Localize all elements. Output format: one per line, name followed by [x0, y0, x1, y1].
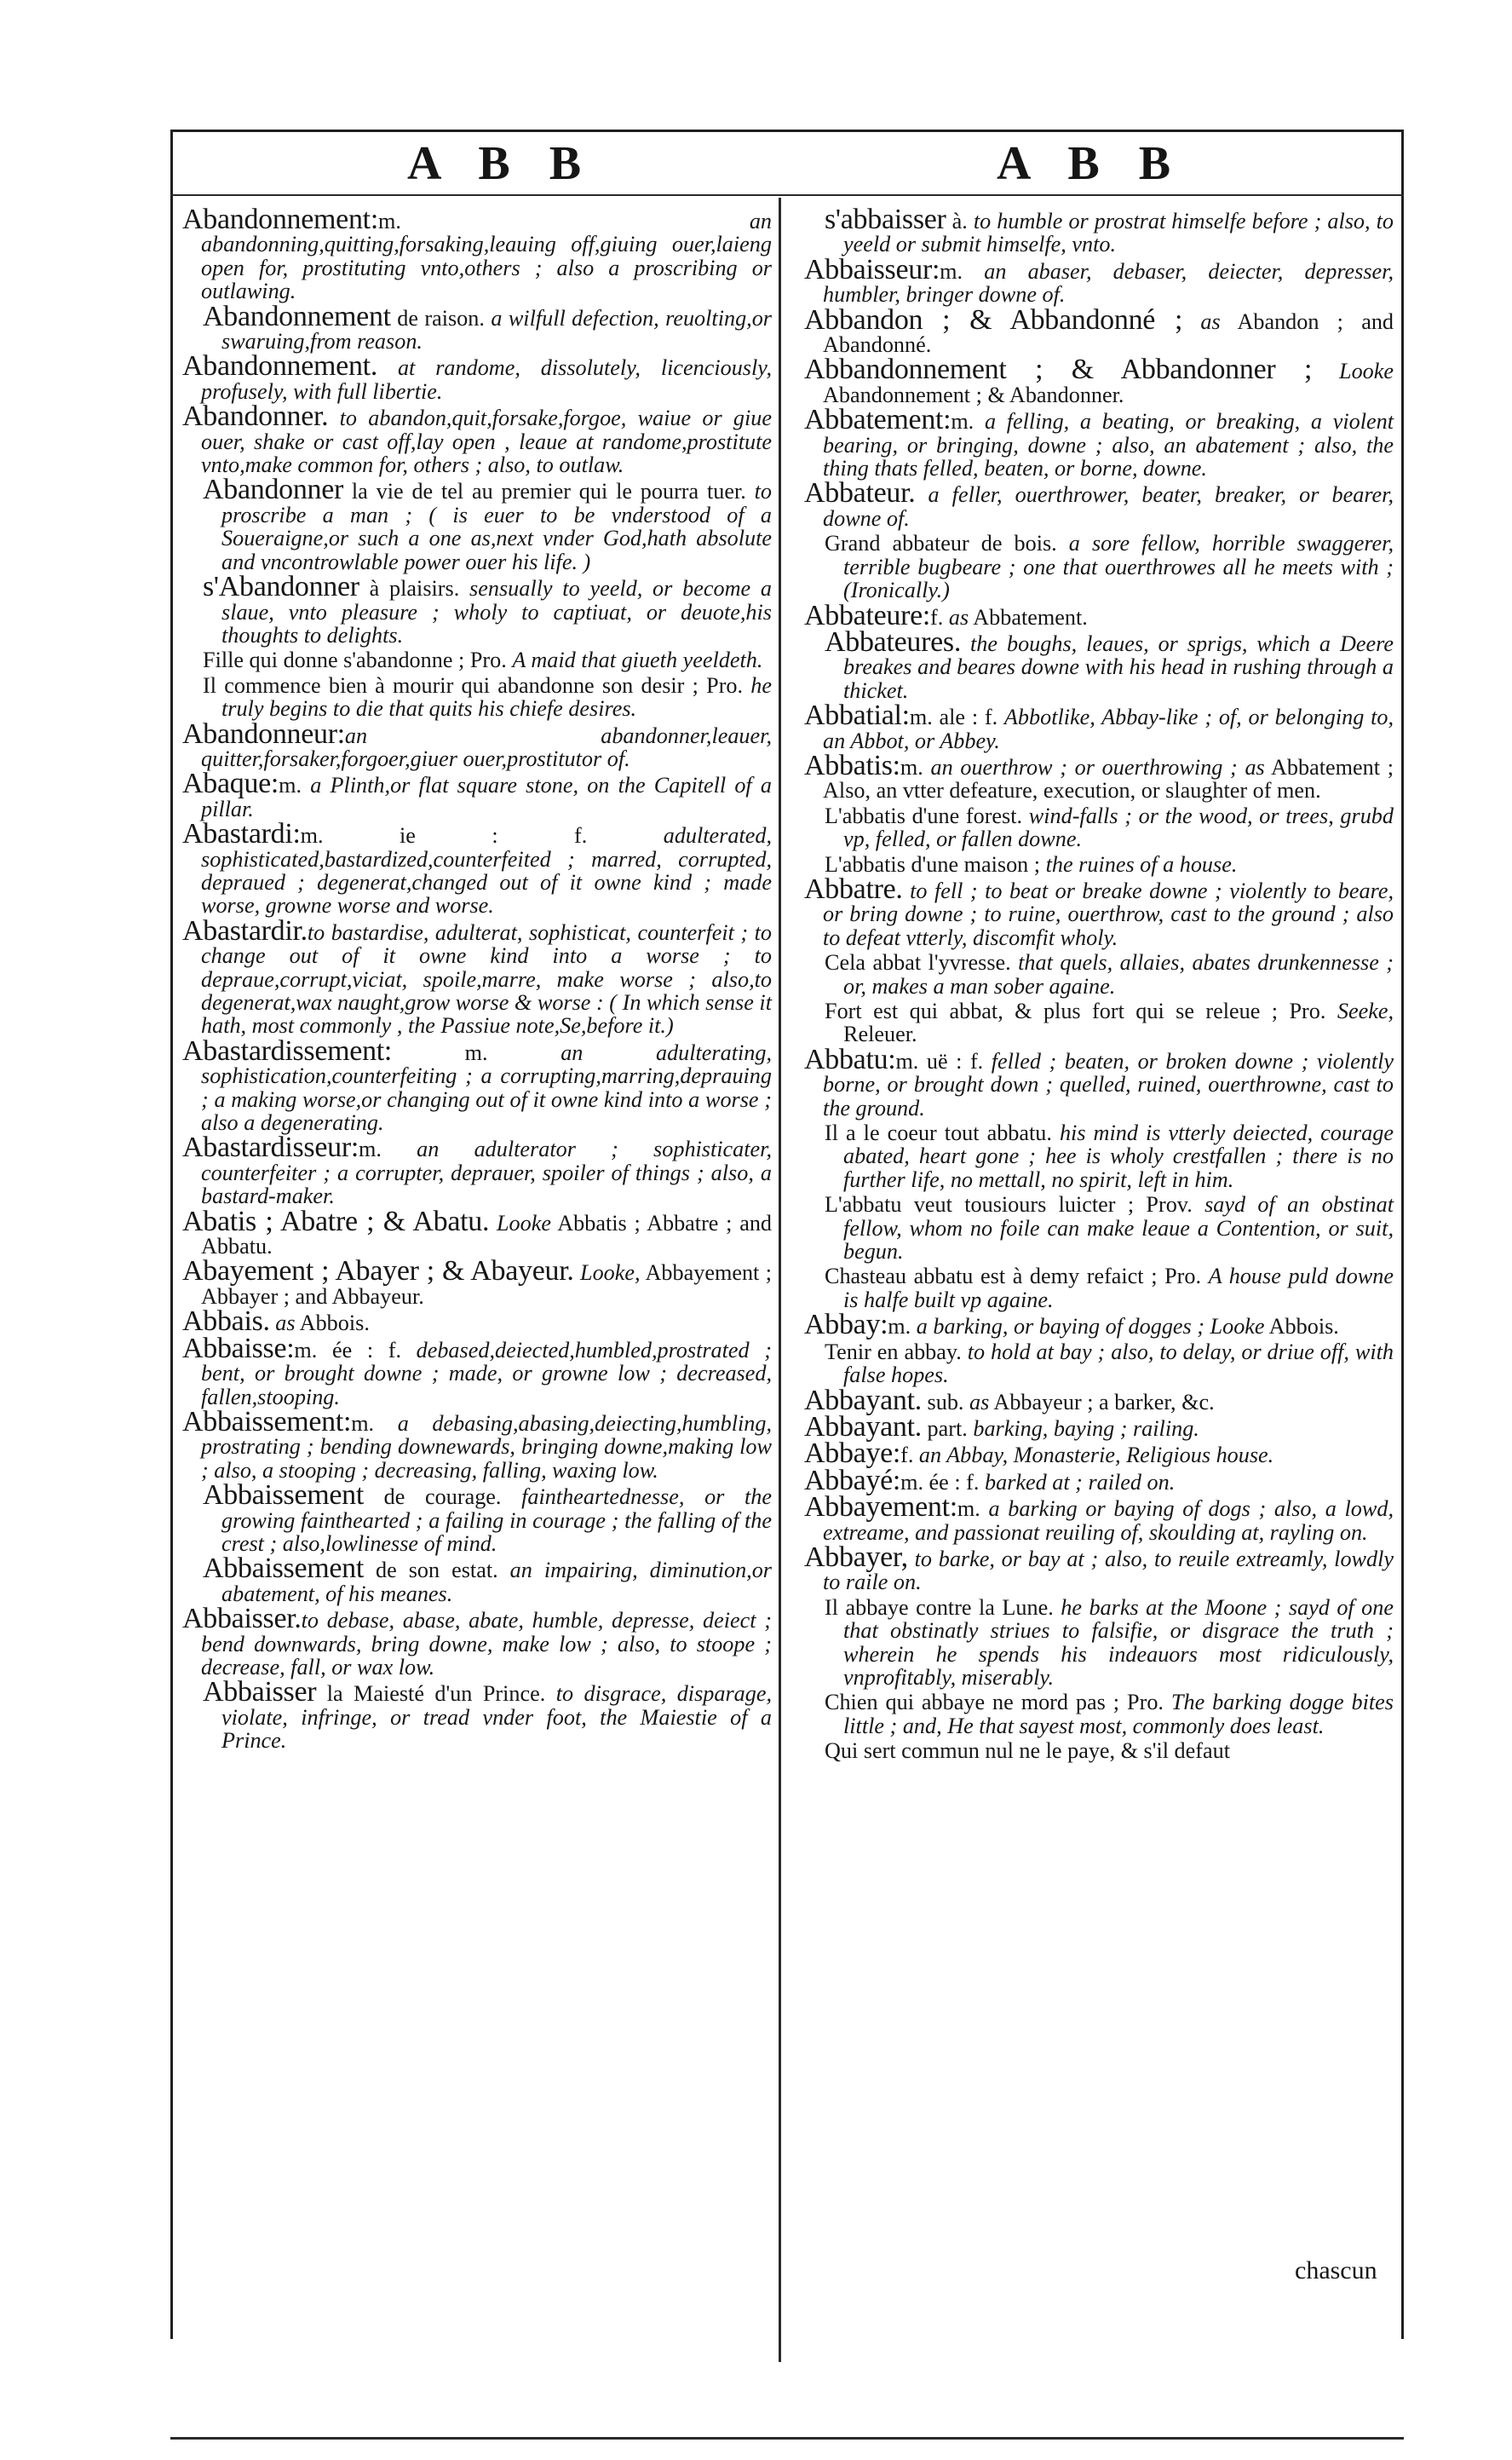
column-divider [779, 198, 781, 2362]
headword: Abandonneur: [182, 717, 345, 750]
headword: Abbaissement: [182, 1405, 352, 1437]
gloss: Looke, [580, 1260, 641, 1286]
gloss: an abaser, debaser, deiecter, depresser, humbler, bringer downe of. [823, 258, 1394, 308]
entry-text [903, 879, 911, 903]
dictionary-entry [182, 204, 772, 304]
gloss: to proscribe a man ; ( is euer to be vnderstood of a Soueraigne,or such a one as,next vnder God,hath absolute and vncontrowlable power ouer his life. ) [221, 479, 772, 574]
headword: Abbay: [804, 1309, 888, 1341]
dictionary-entry [825, 1739, 1394, 1762]
dictionary-entry [804, 1437, 1394, 1470]
headword: Abbatis: [804, 749, 900, 781]
headword: Abbaissement [203, 1553, 365, 1585]
headword: Abastardi: [182, 818, 301, 850]
dictionary-entry [825, 1691, 1394, 1737]
gloss: at randome, dissolutely, licenciously, profusely, with full libertie. [201, 355, 772, 404]
gloss: as [275, 1311, 296, 1336]
entry-text: m. [377, 209, 750, 233]
gloss: adulterated, sophisticated,bastardized,counterfeited ; marred, corrupted, depraued ; degenerat,changed out of it owne kind ; made worse, growne worse and worse. [201, 823, 772, 919]
headword: Abbateure: [804, 599, 931, 631]
headword: Abbayant. [804, 1384, 922, 1416]
dictionary-entry [804, 253, 1394, 308]
gloss: to barke, or bay at ; also, to reuile extreamly, lowdly to raile on. [823, 1546, 1394, 1595]
gloss: his mind is vtterly deiected, courage abated, heart gone ; hee is wholy crestfallen ; there is no further life, no mettall, no spirit, left in him. [843, 1121, 1394, 1192]
dictionary-entry [182, 400, 772, 478]
entry-text: Qui sert commun nul ne le paye, & s'il defaut [825, 1738, 1230, 1764]
dictionary-entry [825, 204, 1394, 257]
dictionary-entry [825, 1000, 1394, 1046]
dictionary-entry [203, 674, 772, 721]
dictionary-entry [804, 303, 1394, 358]
gloss: Abbotlike, Abbay-like ; of, or belonging to, an Abbot, or Abbey. [823, 705, 1394, 753]
headword: Abbatu: [804, 1043, 896, 1075]
entry-text [377, 355, 398, 380]
gloss: to hold at bay ; also, to delay, or driue off, with false hopes. [843, 1339, 1394, 1388]
gloss: a feller, ouerthrower, beater, breaker, or bearer, downe of. [823, 482, 1394, 531]
dictionary-entry [825, 1340, 1394, 1387]
headword: Abbaisseur: [804, 253, 940, 285]
dictionary-entry [804, 477, 1394, 531]
entry-text: à. [946, 209, 974, 233]
entry-text: m. [957, 1496, 989, 1522]
gloss: an adulterating, sophistication,counterfeiting ; a corrupting,marring,deprauing ; a making worse,or changing out of it owne kind into a worse ; also a degenerating. [201, 1040, 772, 1136]
headword: Abbandon ; & Abbandonné ; [804, 303, 1183, 336]
dictionary-entry [804, 1043, 1394, 1121]
entry-text: de raison. [390, 305, 492, 331]
gloss: an adulterator ; sophisticater, counterfeiter ; a corrupter, deprauer, spoiler of things ; also, a bastard-maker. [201, 1137, 773, 1209]
dictionary-entry [182, 1255, 773, 1309]
headword: Abbateures. [825, 625, 962, 658]
gloss: he barks at the Moone ; sayd of one that obstinatly striues to falsifie, or disgrace the truth ; wherein he spends his indeauors most ridiculously, vnprofitably, miserably. [843, 1594, 1394, 1690]
entry-text: Abbayement ; Abbayer ; and Abbayeur. [201, 1260, 773, 1309]
gloss: barking, baying ; railing. [973, 1415, 1199, 1441]
entry-text: f. [930, 604, 949, 630]
dictionary-entry [203, 1479, 773, 1556]
gloss: an Abbay, Monasterie, Religious house. [918, 1443, 1274, 1468]
dictionary-entry [182, 1034, 772, 1136]
entry-text: Il commence bien à mourir qui abandonne son desir ; Pro. [203, 672, 751, 698]
headword: Abbandonnement ; & Abbandonner ; [804, 354, 1313, 386]
dictionary-entry [825, 625, 1394, 703]
dictionary-entry [182, 1603, 772, 1679]
headword: Abbaissement [203, 1479, 365, 1512]
entry-text: Chasteau abbatu est à demy refaict ; Pro. [825, 1264, 1209, 1289]
dictionary-entry [203, 1676, 772, 1754]
gloss: to abandon,quit,forsake,forgoe, waiue or giue ouer, shake or cast off,lay open , leaue at randome,prostitute vnto,make common for, others ; also, to outlaw. [201, 406, 772, 478]
gloss: felled ; beaten, or broken downe ; violently borne, or brought down ; quelled, ruined, ouerthrowne, cast to the ground. [823, 1048, 1394, 1121]
gloss: a barking or baying of dogs ; also, a lowd, extreame, and passionat reuiling of, skoulding at, rayling on. [823, 1496, 1394, 1545]
entry-text: L'abbatis d'une maison ; [825, 851, 1046, 877]
gloss: a barking, or baying of dogges ; Looke [916, 1314, 1265, 1339]
dictionary-entry [804, 1541, 1394, 1595]
gloss: he truly begins to die that quits his chiefe desires. [221, 672, 772, 722]
entry-text [574, 1260, 580, 1285]
headword: Abandonnement. [182, 350, 378, 383]
gloss: to humble or prostrat himselfe before ; also, to yeeld or submit himselfe, vnto. [843, 209, 1394, 257]
dictionary-entry [182, 717, 772, 771]
headword: Abandonner [203, 474, 344, 506]
entry-text: la vie de tel au premier qui le pourra tuer. [343, 479, 755, 504]
headword: Abbaye: [804, 1437, 901, 1470]
gloss: an ouerthrow ; or ouerthrowing ; as [930, 754, 1265, 780]
gloss: to disgrace, disparage, violate, infringe, or tread vnder foot, the Maiestie of a Prince. [221, 1681, 772, 1754]
headword: Abaque: [182, 768, 279, 800]
gloss: a wilfull defection, reuolting,or swaruing,from reason. [221, 305, 772, 354]
dictionary-entry [825, 1265, 1394, 1311]
entry-text: L'abbatis d'une forest. [825, 803, 1029, 828]
headword: Abbateur. [804, 477, 916, 510]
dictionary-entry [182, 914, 772, 1039]
dictionary-entry [804, 1309, 1394, 1341]
gloss: as [1200, 308, 1221, 334]
gloss: the ruines of a house. [1045, 851, 1238, 877]
headword: Abbatement: [804, 404, 951, 436]
dictionary-entry [182, 1132, 773, 1209]
entry-text: Abbois. [295, 1311, 370, 1336]
gloss: to debase, abase, abate, humble, depresse, deiect ; bend downwards, bring downe, make low ; also, to stoope ; decrease, fall, or wax low. [201, 1608, 772, 1679]
entry-text: m. [951, 409, 985, 435]
entry-text: Chien qui abbaye ne mord pas ; Pro. [825, 1690, 1171, 1715]
headword: Abbayé: [804, 1464, 901, 1496]
entry-text: m. [392, 1040, 561, 1065]
header-rule [170, 194, 1404, 196]
dictionary-entry [804, 749, 1394, 804]
gloss: a sore fellow, horrible swaggerer, terrible bugbeare ; one that ouerthrowes all he meets with ; (Ironically.) [843, 531, 1394, 603]
entry-text: m. ée : f. [294, 1337, 417, 1363]
entry-text: Abbatement. [969, 604, 1088, 630]
entry-text: Il a le coeur tout abbatu. [825, 1121, 1060, 1146]
entry-text: de son estat. [364, 1558, 510, 1583]
gloss: an abandonning,quitting,forsaking,leauing off,giuing ouer,laieng open for, prostituting vnto,others ; also a proscribing or outlawing. [201, 209, 772, 304]
headword: Abbaisser [203, 1676, 317, 1708]
dictionary-entry [804, 599, 1394, 631]
gloss: A maid that giueth yeeldeth. [512, 648, 763, 673]
entry-text: Abbois. [1264, 1314, 1339, 1339]
entry-text: Releuer. [843, 1022, 917, 1047]
headword: Abatis ; Abatre ; & Abatu. [182, 1205, 490, 1237]
gloss: a felling, a beating, or breaking, a violent bearing, or bringing, downe ; also, an abatement ; also, the thing thats felled, beaten, or borne, downe. [823, 409, 1394, 481]
dictionary-entry [203, 571, 772, 648]
dictionary-entry [182, 1305, 772, 1338]
dictionary-entry [804, 404, 1394, 481]
left-column [182, 204, 773, 1754]
headword: Abastardissement: [182, 1034, 393, 1067]
entry-text [908, 1547, 915, 1571]
headword: Abbayer, [804, 1541, 908, 1573]
entry-text [1182, 309, 1200, 334]
entry-text: Abandon ; and Abandonné. [823, 308, 1394, 358]
gloss: as [969, 1389, 990, 1414]
entry-text: Fort est qui abbat, & plus fort qui se releue ; Pro. [825, 999, 1337, 1023]
entry-text [915, 482, 928, 507]
dictionary-entry [182, 1405, 773, 1483]
entry-text: Il abbaye contre la Lune. [825, 1594, 1061, 1620]
entry-text [489, 1211, 497, 1236]
gloss: that quels, allaies, abates drunkennesse ; or, makes a man sober againe. [843, 950, 1394, 999]
entry-text [961, 631, 970, 656]
gloss: The barking dogge bites little ; and, He that sayest most, commonly does least. [843, 1690, 1394, 1738]
gloss: an impairing, diminution,or abatement, of his meanes. [221, 1558, 773, 1606]
gloss: to fell ; to beat or breake downe ; violently to beare, or bring downe ; to ruine, ouerthrow, cast to the ground ; also to defeat vtterly, discomfit wholy. [823, 878, 1394, 950]
entry-text: m. ale : f. [909, 705, 1004, 730]
entry-text: f. [900, 1443, 919, 1468]
entry-text: m. ie : f. [300, 823, 664, 849]
headword: Abandonnement [203, 300, 391, 332]
dictionary-entry [804, 1464, 1394, 1496]
headword: Abbaisse: [182, 1332, 295, 1364]
headword: Abbaisser. [182, 1603, 302, 1635]
dictionary-entry [825, 1193, 1394, 1263]
entry-text: m. ée : f. [900, 1469, 985, 1495]
dictionary-entry [182, 1332, 772, 1409]
dictionary-entry [182, 818, 772, 919]
bottom-rule [170, 2437, 1404, 2440]
entry-text: à plaisirs. [359, 576, 470, 602]
headword: Abandonnement: [182, 204, 378, 235]
entry-text: sub. [921, 1389, 970, 1414]
dictionary-entry [182, 1205, 773, 1259]
entry-text: m. [888, 1314, 917, 1339]
headword: Abastardisseur: [182, 1132, 359, 1164]
headword: s'Abandonner [203, 571, 359, 603]
dictionary-entry [825, 1121, 1394, 1191]
entry-text: Cela abbat l'yvresse. [825, 950, 1019, 976]
gloss: barked at ; railed on. [985, 1469, 1176, 1495]
catchword: chascun [1295, 2256, 1377, 2284]
dictionary-entry [825, 532, 1394, 602]
entry-text: Tenir en abbay. [825, 1339, 968, 1364]
headword: Abastardir. [182, 914, 308, 947]
dictionary-entry [203, 474, 772, 574]
dictionary-entry [182, 350, 772, 404]
headword: Abbatre. [804, 873, 903, 905]
dictionary-entry [203, 648, 772, 671]
headword: Abbayement: [804, 1491, 957, 1524]
gloss: to bastardise, adulterat, sophisticat, counterfeit ; to change out of it owne kind into a worse ; to depraue,corrupt,viciat, spoile,marre, make worse ; also,to degenerat,wax naught,grow worse & worse : ( In which sense it hath, most commonly , the Passiue note,Se,before it.) [201, 919, 772, 1039]
gloss: a Plinth,or flat square stone, on the Capitell of a pillar. [201, 773, 772, 821]
entry-text: Abbayeur ; a barker, &c. [989, 1389, 1215, 1414]
gloss: wind-falls ; or the wood, or trees, grubd vp, felled, or fallen downe. [843, 803, 1394, 852]
entry-text: L'abbatu veut tousiours luicter ; Prov. [825, 1192, 1205, 1218]
gloss: an abandonner,leauer, quitter,forsaker,forgoer,giuer ouer,prostitutor of. [201, 723, 772, 771]
gloss: sensually to yeeld, or become a slaue, vnto pleasure ; wholy to captiuat, or deuote,his thoughts to delights. [221, 576, 772, 648]
dictionary-entry [203, 300, 772, 354]
entry-text [1312, 359, 1339, 383]
gloss: Looke [496, 1210, 551, 1236]
dictionary-entry [825, 951, 1394, 998]
gloss: debased,deiected,humbled,prostrated ; bent, or brought downe ; made, or growne low ; decreased, fallen,stooping. [201, 1337, 772, 1409]
gloss: a debasing,abasing,deiecting,humbling, prostrating ; bending downewards, bringing downe,making low ; also, a stooping ; decreasing, falling, waxing low. [201, 1410, 773, 1483]
entry-text: Fille qui donne s'abandonne ; Pro. [203, 648, 513, 673]
entry-text: m. uë : f. [895, 1048, 992, 1074]
headword: Abbais. [182, 1305, 270, 1338]
headword: Abbatial: [804, 700, 910, 732]
entry-text: part. [921, 1415, 974, 1441]
right-column [804, 204, 1394, 1765]
dictionary-entry [182, 768, 772, 821]
running-head-right: A B B [997, 137, 1185, 190]
dictionary-entry [804, 1384, 1394, 1416]
dictionary-entry [825, 804, 1394, 851]
entry-text: m. [900, 754, 931, 780]
entry-text [328, 406, 339, 430]
entry-text: m. [940, 258, 985, 284]
entry-text: de courage. [364, 1484, 522, 1510]
gloss: sayd of an obstinat fellow, whom no foile can make leaue a Contention, or suit, begun. [843, 1192, 1394, 1265]
dictionary-entry [804, 700, 1394, 753]
gloss: Seeke, [1337, 999, 1394, 1023]
dictionary-entry [825, 1596, 1394, 1690]
dictionary-entry [825, 853, 1394, 876]
gloss: Looke [1339, 359, 1394, 384]
entry-text: m. [359, 1137, 417, 1162]
headword: s'abbaisser [825, 204, 946, 235]
entry-text: m. [279, 773, 311, 798]
entry-text: Grand abbateur de bois. [825, 531, 1069, 556]
entry-text: m. [351, 1410, 398, 1436]
entry-text: Abbatis ; Abbatre ; and Abbatu. [201, 1210, 773, 1259]
headword: Abbayant. [804, 1410, 922, 1443]
dictionary-entry [804, 873, 1394, 950]
gloss: faintheartednesse, or the growing fainthearted ; a failing in courage ; the falling of the crest ; also,lowlinesse of mind. [221, 1484, 773, 1556]
dictionary-entry [804, 354, 1394, 407]
running-head-left: A B B [407, 137, 595, 190]
entry-text: Abandonnement ; & Abandonner. [823, 382, 1124, 407]
entry-text: la Maiesté d'un Prince. [316, 1681, 556, 1707]
dictionary-entry [203, 1553, 773, 1606]
entry-text: Abbatement ; Also, an vtter defeature, execution, or slaughter of men. [823, 754, 1394, 804]
gloss: the boughs, leaues, or sprigs, which a Deere breakes and beares downe with his head in rushing through a thicket. [843, 631, 1394, 703]
headword: Abayement ; Abayer ; & Abayeur. [182, 1255, 574, 1288]
dictionary-entry [804, 1410, 1394, 1443]
dictionary-entry [804, 1491, 1394, 1545]
gloss: A house puld downe is halfe built vp againe. [843, 1264, 1394, 1312]
gloss: as [948, 604, 969, 630]
headword: Abandonner. [182, 400, 329, 433]
